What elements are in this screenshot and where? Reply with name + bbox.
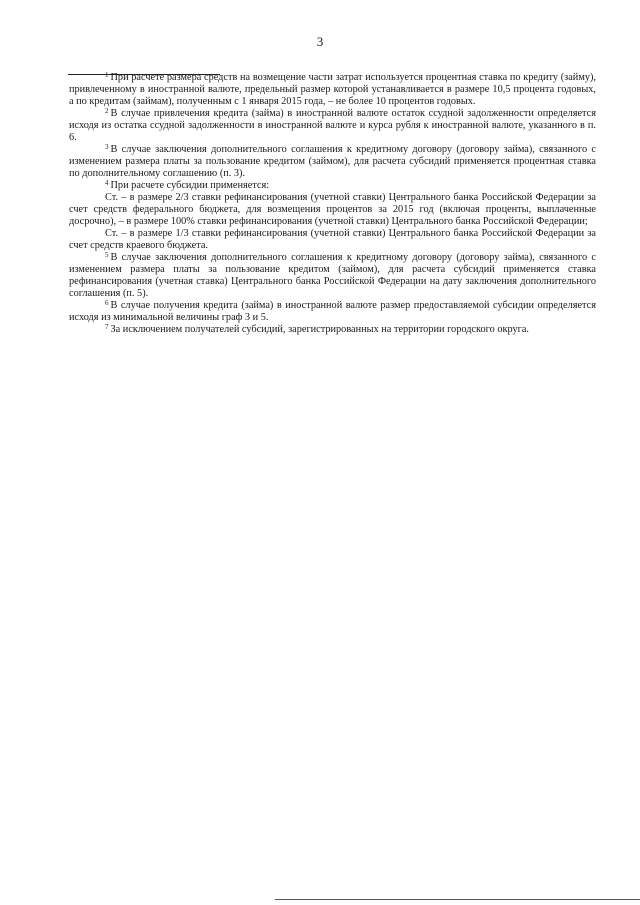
footnote-text: В случае получения кредита (займа) в иностранной валюте размер предоставляемой субсидии определяется исходя из минимальной величины граф 3 и 5. bbox=[69, 300, 596, 323]
footnote-1 bbox=[69, 72, 596, 108]
footnote-4 bbox=[69, 180, 596, 192]
page-number: 3 bbox=[316, 34, 324, 49]
footnote-5 bbox=[69, 252, 596, 300]
footnote-3 bbox=[69, 144, 596, 180]
footnote-7 bbox=[69, 324, 596, 336]
footnote-mark: 4 bbox=[105, 179, 109, 187]
footnote-mark: 2 bbox=[105, 107, 109, 115]
footnotes-section bbox=[69, 72, 596, 336]
footnote-2 bbox=[69, 108, 596, 144]
footnote-6 bbox=[69, 300, 596, 324]
footnote-text: При расчете размера средств на возмещение части затрат используется процентная ставка по кредиту (займу), привлеченному в иностранной валюте, предельный размер которой устанавливается в размере 10,5 процента годовых, а по кредитам (займам), полученным с 1 января 2015 года, – не более 10 процентов годовых. bbox=[69, 72, 596, 107]
bottom-edge-line bbox=[275, 899, 640, 900]
footnote-text: В случае заключения дополнительного соглашения к кредитному договору (договору займа), связанного с изменением размера платы за пользование кредитом (займом), для расчета субсидий применяется ставка рефинансирования (учетная ставка) Центрального банка Российской Федерации на дату заключения дополнительного соглашения (п. 5). bbox=[69, 252, 596, 299]
footnote-text: В случае заключения дополнительного соглашения к кредитному договору (договору займа), связанного с изменением размера платы за пользование кредитом (займом), для расчета субсидий применяется процентная ставка по дополнительному соглашению (п. 3). bbox=[69, 144, 596, 179]
footnote-mark: 1 bbox=[105, 71, 109, 79]
footnote-text: В случае привлечения кредита (займа) в иностранной валюте остаток ссудной задолженности определяется исходя из остатка ссудной задолженности в иностранной валюте и курса рубля к иностранной валюте, указанного в п. 6. bbox=[69, 108, 596, 143]
footnote-4-item-regional: Ст. – в размере 1/3 ставки рефинансирования (учетной ставки) Центрального банка Российской Федерации за счет средств краевого бюджета. bbox=[69, 228, 596, 251]
footnote-text: За исключением получателей субсидий, зарегистрированных на территории городского округа. bbox=[110, 324, 529, 335]
footnote-mark: 5 bbox=[105, 251, 109, 259]
footnote-4-item-federal: Ст. – в размере 2/3 ставки рефинансирования (учетной ставки) Центрального банка Российской Федерации за счет средств федерального бюджета, для возмещения процентов за 2015 год (включая проценты, выплаченные досрочно), – в размере 100% ставки рефинансирования (учетной ставки) Центрального банка Российской Федерации; bbox=[69, 192, 596, 227]
footnote-mark: 6 bbox=[105, 299, 109, 307]
footnote-text: При расчете субсидии применяется: bbox=[110, 180, 270, 191]
footnote-mark: 3 bbox=[105, 143, 109, 151]
footnote-mark: 7 bbox=[105, 323, 109, 331]
